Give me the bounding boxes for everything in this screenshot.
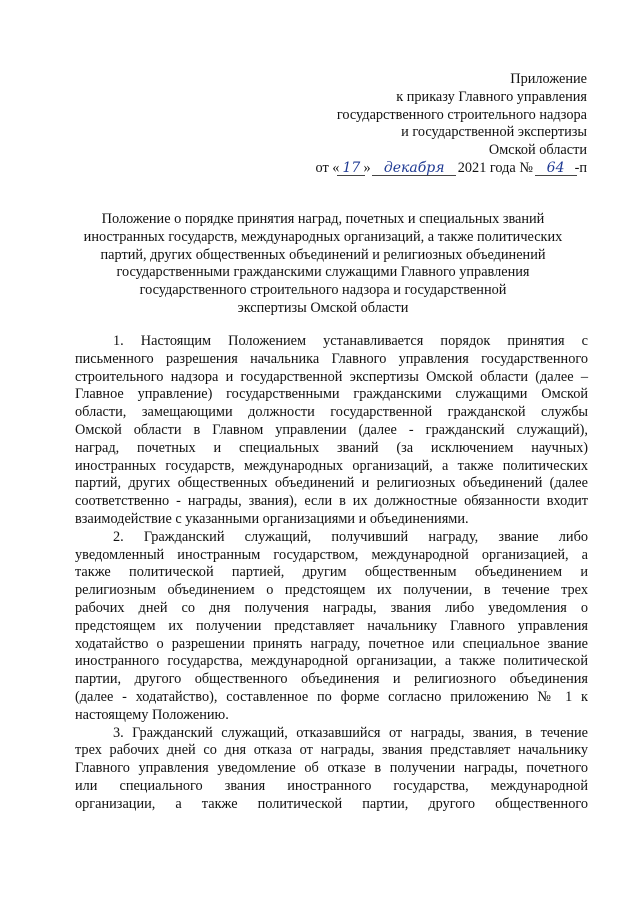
paragraph-2-line: также политической партией, другим общественным объединением и (75, 564, 588, 581)
paragraph-2-line: религиозным объединением о предстоящем их получении, в течение трех (75, 582, 588, 599)
paragraph-1-line: Омской области в Главном управлении (далее - гражданский служащий), (75, 421, 588, 438)
paragraph-2-line: настоящему Положению. (75, 706, 229, 723)
paragraph-2-line: ходатайство о разрешении принять награду, почетное или специальное звание (75, 635, 588, 652)
paragraph-1-line: письменного разрешения начальника Главного управления государственного (75, 350, 588, 367)
document-title (68, 211, 578, 318)
paragraph-2-line: партии, другого общественного объединения и религиозного объединения (75, 671, 588, 688)
order-suffix: -п (574, 159, 587, 176)
paragraph-3-line: или специального звания иностранного государства, международной (75, 777, 588, 794)
handwritten-order-number: 64 (537, 160, 575, 178)
order-mid: » (363, 159, 375, 176)
paragraph-2-line: рабочих дней со дня получения награды, звания либо уведомления о (75, 599, 588, 616)
paragraph-2-line: уведомленный иностранным государством, международной организацией, а (75, 546, 588, 563)
paragraph-1-line: наград, почетных и специальных званий (за исключением научных) (75, 439, 588, 456)
order-year: 2021 года № (454, 159, 537, 176)
paragraph-3-line: 3. Гражданский служащий, отказавшийся от награды, звания, в течение (113, 724, 588, 741)
paragraph-1-line: 1. Настоящим Положением устанавливается порядок принятия с (113, 333, 588, 349)
paragraph-2-line: (далее - ходатайство), составленное по форме согласно приложению № 1 к (75, 688, 588, 705)
handwritten-day: 17 (339, 160, 363, 178)
paragraph-2-line: 2. Гражданский служащий, получивший награду, звание либо (113, 528, 588, 545)
paragraph-2-line: иностранного государства, международной организации, а также политической (75, 653, 588, 670)
handwritten-month: декабря (374, 160, 454, 178)
paragraph-1-line: строительного надзора и государственной экспертизы Омской области (далее – (75, 368, 588, 385)
attachment-line: к приказу Главного управления (396, 88, 587, 105)
title-line: государственного строительного надзора и государственной (139, 282, 507, 299)
title-line: иностранных государств, международных организаций, а также политических (83, 228, 563, 245)
paragraph-1-line: партий, других общественных объединений и религиозных объединений (далее (75, 475, 588, 492)
attachment-line: и государственной экспертизы (401, 124, 587, 141)
attachment-line: Омской области (488, 142, 587, 159)
order-prefix: от « (315, 159, 340, 176)
attachment-line: государственного строительного надзора (336, 106, 587, 123)
paragraph-1-line: взаимодействие с указанными организациями и объединениями. (75, 510, 469, 527)
paragraph-3-line: трех рабочих дней со дня отказа от награды, звания представляет начальнику (75, 742, 588, 759)
paragraph-2-line: предстоящем их получении представляет начальнику Главного управления (75, 617, 588, 634)
paragraph-3-line: организации, а также политической партии, другого общественного (75, 795, 588, 812)
title-line: партий, других общественных объединений и религиозных объединений (100, 246, 546, 263)
paragraph-3-line: Главного управления уведомление об отказе в получении награды, почетного (75, 760, 588, 777)
document-body (75, 333, 588, 814)
paragraph-1-line: области, замещающими должности государственной гражданской службы (75, 404, 588, 421)
paragraph-1-line: соответственно - награды, звания), если в их должностные обязанности входит (75, 493, 588, 510)
title-line: экспертизы Омской области (237, 299, 409, 316)
attachment-header (316, 71, 588, 178)
title-line: Положение о порядке принятия наград, почетных и специальных званий (101, 211, 545, 227)
paragraph-1-line: Главное управление) государственными гражданскими служащими Омской (75, 386, 588, 403)
order-date-line (316, 160, 588, 178)
attachment-line: Приложение (510, 71, 587, 87)
title-line: государственными гражданскими служащими Главного управления (116, 264, 530, 281)
paragraph-1-line: иностранных государств, международных организаций, а также политических (75, 457, 588, 474)
